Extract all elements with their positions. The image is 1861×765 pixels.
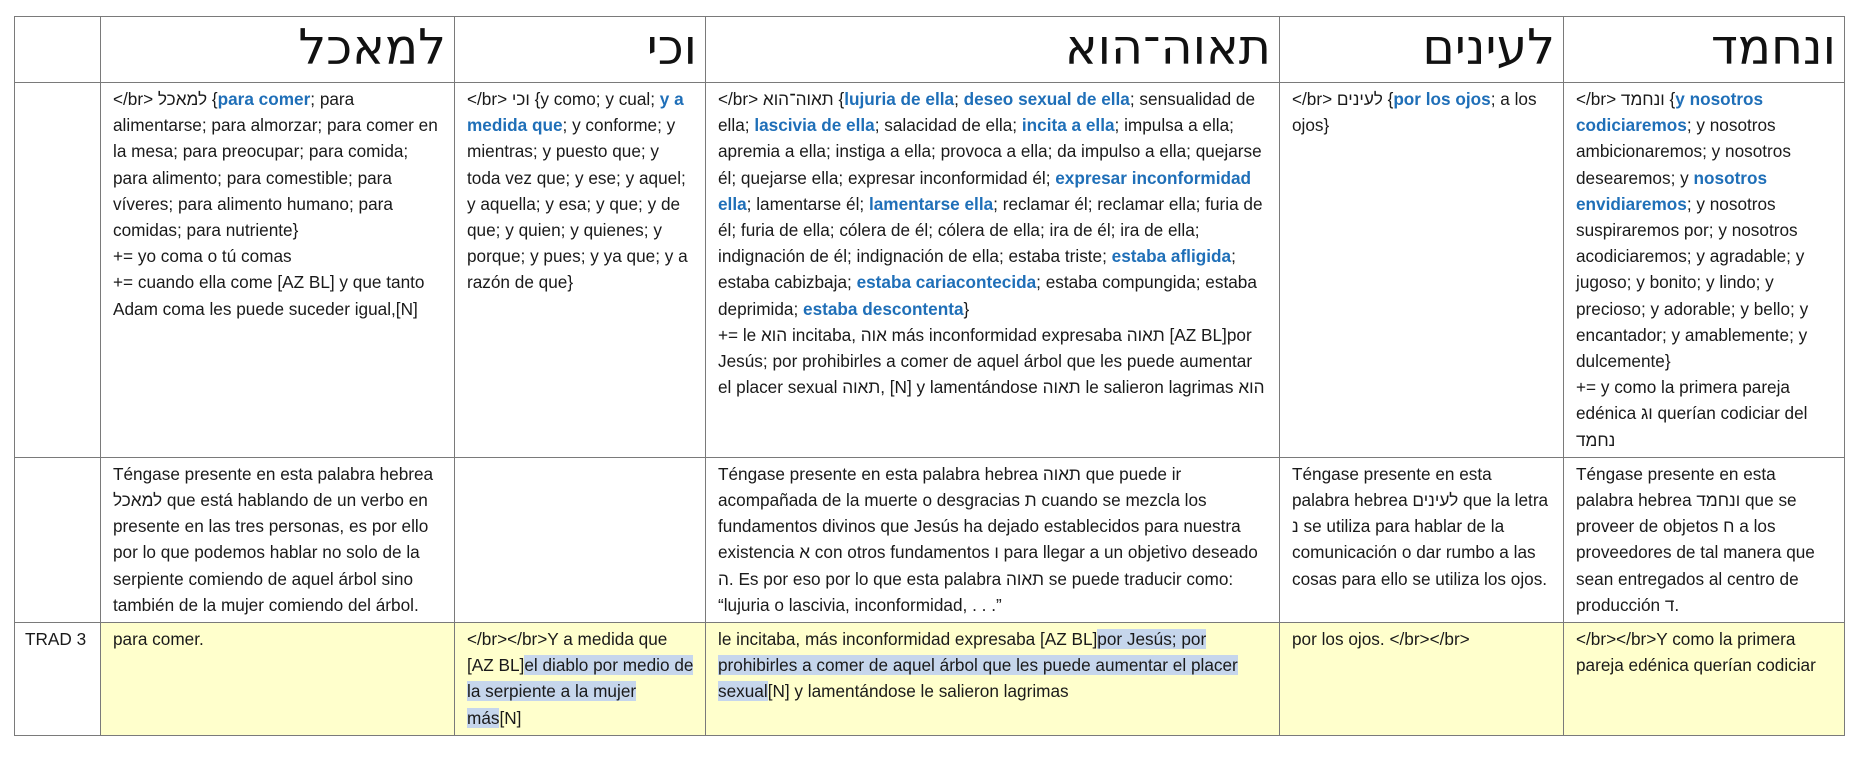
highlighted-term: lascivia de ella <box>754 115 875 136</box>
text-run: ; <box>954 89 964 109</box>
text-run: </br> ונחמד { <box>1576 89 1676 109</box>
highlighted-term: lamentarse ella <box>868 193 994 214</box>
header-cell-3: תאוה־הוא <box>706 17 1280 83</box>
dictionary-cell-2 <box>455 83 706 458</box>
highlighted-term: estaba descontenta <box>803 298 964 319</box>
text-run: ; sensualidad de ella; <box>718 89 1256 136</box>
text-run: ; lamentarse él; <box>746 193 869 214</box>
text-run: ; salacidad de ella; <box>874 115 1022 136</box>
highlighted-term: estaba cariacontecida <box>856 272 1037 293</box>
text-run: ; a los ojos} <box>1292 89 1537 136</box>
notes-cell-2 <box>455 457 706 622</box>
highlighted-term: y nosotros codiciaremos <box>1576 89 1764 136</box>
highlighted-term: para comer <box>217 89 311 109</box>
notes-cell-5 <box>1564 457 1845 622</box>
text-run: </br></br>Y a medida que [AZ BL] <box>467 629 668 676</box>
header-cell-2: וכי <box>455 17 706 83</box>
highlighted-term: deseo sexual de ella <box>963 89 1130 109</box>
text-run: ; y conforme; y mientras; y puesto que; y toda vez que; y ese; y aquel; y aquella; y esa; y que; y de que; y quien; y quienes; y porque; y pues; y ya que; y a razón de que} <box>467 115 688 293</box>
header-cell-5: ונחמד <box>1564 17 1845 83</box>
text-run: Téngase presente en esta palabra hebrea תאוה que puede ir acompañada de la muerte o desgracias ת cuando se mezcla los fundamentos divinos que Jesús ha dejado establecidos para nuestra existencia א con otros fundamentos ו para llegar a un objetivo deseado ה. Es por eso por lo que esta palabra תאוה se puede traducir como: “lujuria o lascivia, inconformidad, . . .” <box>718 463 1258 615</box>
notes-row <box>15 457 1845 622</box>
notes-cell-1 <box>101 457 455 622</box>
translation-row <box>15 623 1845 736</box>
text-run: += cuando ella come [AZ BL] y que tanto Adam coma les puede suceder igual,[N] <box>113 272 425 319</box>
text-run: TRAD 3 <box>25 629 87 650</box>
dictionary-cell-3 <box>706 83 1280 458</box>
text-run: Téngase presente en esta palabra hebrea לעינים que la letra נ se utiliza para hablar de la comunicación o dar rumbo a las cosas para ello se utiliza los ojos. <box>1292 463 1549 589</box>
dictionary-cell-1 <box>101 83 455 458</box>
text-run: += y como la primera pareja edénica וג querían codiciar del נחמד <box>1576 377 1808 450</box>
text-run: } <box>963 298 970 319</box>
highlighted-term: expresar inconformidad ella <box>718 167 1252 214</box>
selected-text: el diablo por medio de la serpiente a la mujer más <box>467 655 694 728</box>
selected-text: por Jesús; por prohibirles a comer de aquel árbol que les puede aumentar el placer sexual <box>718 629 1238 702</box>
text-run: ; reclamar él; reclamar ella; furia de él; furia de ella; cólera de él; cólera de ella; ira de él; ira de ella; indignación de él; indignación de ella; estaba triste; <box>718 193 1263 267</box>
text-run: </br> לעינים { <box>1292 89 1394 109</box>
header-cell-1: למאכל <box>101 17 455 83</box>
text-run: </br> למאכל { <box>113 89 218 109</box>
text-run: Téngase presente en esta palabra hebrea למאכל que está hablando de un verbo en presente en las tres personas, es por ello por lo que podemos hablar no solo de la serpiente comiendo de aquel árbol sino también de la mujer comiendo del árbol. <box>113 463 434 615</box>
highlighted-term: y a medida que <box>467 89 684 136</box>
notes-cell-0 <box>15 457 101 622</box>
text-run: [N] <box>499 707 522 728</box>
text-run: [N] y lamentándose le salieron lagrimas <box>767 681 1069 702</box>
text-run: </br> תאוה־הוא { <box>718 89 845 109</box>
translation-cell-1[interactable] <box>101 623 455 736</box>
highlighted-term: estaba afligida <box>1111 246 1232 267</box>
highlighted-term: incita a ella <box>1021 115 1115 136</box>
translation-cell-4[interactable] <box>1280 623 1564 736</box>
dictionary-row <box>15 83 1845 458</box>
translation-cell-3[interactable] <box>706 623 1280 736</box>
highlighted-term: lujuria de ella <box>844 89 955 109</box>
text-run: ; y nosotros ambicionaremos; y nosotros desearemos; y <box>1576 115 1791 188</box>
dictionary-cell-0 <box>15 83 101 458</box>
translation-cell-2[interactable] <box>455 623 706 736</box>
header-row <box>15 17 1845 83</box>
dictionary-cell-4 <box>1280 83 1564 458</box>
translation-label <box>15 623 101 736</box>
header-cell-4: לעינים <box>1280 17 1564 83</box>
text-run: ; estaba compungida; estaba deprimida; <box>718 272 1257 319</box>
text-run: ; y nosotros suspiraremos por; y nosotros acodiciaremos; y agradable; y jugoso; y bonito; y lindo; y precioso; y adorable; y bello; y encantador; y amablemente; y dulcemente} <box>1576 193 1809 372</box>
dictionary-cell-5 <box>1564 83 1845 458</box>
text-run: le incitaba, más inconformidad expresaba [AZ BL] <box>718 629 1098 650</box>
text-run: </br> וכי {y como; y cual; <box>467 89 660 109</box>
highlighted-term: por los ojos <box>1393 89 1491 109</box>
translation-table <box>14 16 1845 736</box>
header-cell-0 <box>15 17 101 83</box>
text-run: ; impulsa a ella; apremia a ella; instiga a ella; provoca a ella; da impulso a ella; quejarse él; quejarse ella; expresar inconformidad él; <box>718 115 1262 188</box>
notes-cell-3 <box>706 457 1280 622</box>
notes-cell-4 <box>1280 457 1564 622</box>
text-run: por los ojos. </br></br> <box>1292 629 1470 650</box>
text-run: += le הוא incitaba, אוה más inconformidad expresaba תאוה [AZ BL]por Jesús; por prohibirles a comer de aquel árbol que les puede aumentar el placer sexual תאוה, [N] y lamentándose תאוה le salieron lagrimas הוא <box>718 324 1265 398</box>
text-run: para comer. <box>113 629 204 650</box>
highlighted-term: nosotros envidiaremos <box>1576 167 1768 214</box>
translation-cell-5[interactable] <box>1564 623 1845 736</box>
text-run: += yo coma o tú comas <box>113 246 292 267</box>
text-run: </br></br>Y como la primera pareja edénica querían codiciar <box>1576 629 1816 676</box>
text-run: ; para alimentarse; para almorzar; para comer en la mesa; para preocupar; para comida; para alimento; para comestible; para víveres; para alimento humano; para comidas; para nutriente} <box>113 89 438 241</box>
text-run: ; estaba cabizbaja; <box>718 246 1236 293</box>
text-run: Téngase presente en esta palabra hebrea ונחמד que se proveer de objetos ח a los proveedores de tal manera que sean entregados al centro de producción ד. <box>1576 463 1815 615</box>
